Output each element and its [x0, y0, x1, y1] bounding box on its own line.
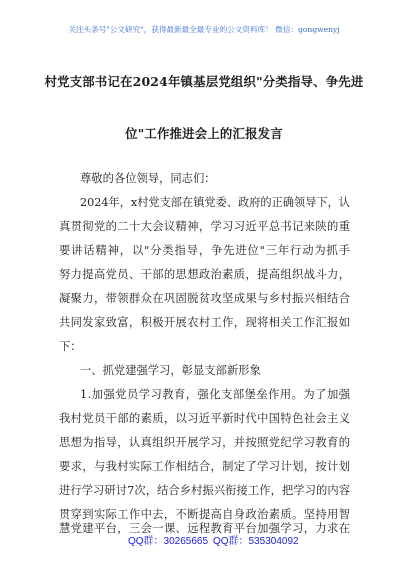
body-line: 2024年，x村党支部在镇党委、政府的正确领导下，认: [80, 196, 350, 209]
body-line: 下：: [59, 340, 82, 353]
section-body-line: 要求，与我村实际工作相结合，制定了学习计划，按计划: [59, 460, 351, 473]
document-title-line-2: 位"工作推进会上的汇报发言: [125, 126, 283, 141]
footer-qq-group-2: QQ群：535304092: [213, 536, 299, 547]
document-title-line-1: 村党支部书记在2024年镇基层党组织"分类指导、争先进: [44, 74, 364, 89]
body-line: 共同发家致富，积极开展农村工作，现将相关工作汇报如: [59, 316, 351, 329]
body-line: 凝聚力，带领群众在巩固脱贫攻坚成果与乡村振兴相结合: [59, 292, 351, 305]
footer-qq-group-1: QQ群：30265665: [128, 536, 209, 547]
section-body-line: 思想为指导，认真组织开展学习，并按照党纪学习教育的: [59, 436, 351, 449]
body-line: 真贯彻党的二十大会议精神，学习习近平总书记来陕的重: [59, 220, 351, 233]
section-body-line: 1.加强党员学习教育，强化支部堡垒作用。为了加强: [80, 388, 351, 401]
salutation: 尊敬的各位领导，同志们：: [80, 172, 216, 185]
section-body-line: 我村党员干部的素质，以习近平新时代中国特色社会主义: [59, 412, 351, 425]
body-line: 努力提高党员、干部的思想政治素质，提高组织战斗力，: [59, 268, 351, 281]
top-banner: 关注头条号"公文研究"，获得最新最全最专业的公文资料库！ 微信：gongwenyj: [68, 25, 340, 34]
section-body-line: 慧党建平台，三会一课、远程教育平台加强学习，力求在: [59, 522, 351, 535]
footer: [0, 532, 408, 546]
section-body-line: 贯穿到实际工作中去，不断提高自身政治素质。坚持用智: [59, 508, 351, 521]
body-line: 要讲话精神，以"分类指导，争先进位"三年行动为抓手: [59, 244, 351, 257]
section-body-line: 进行学习研讨7次，结合乡村振兴衔接工作，把学习的内容: [59, 484, 351, 497]
section-heading: 一、抓党建强学习，彰显支部新形象: [80, 364, 261, 377]
